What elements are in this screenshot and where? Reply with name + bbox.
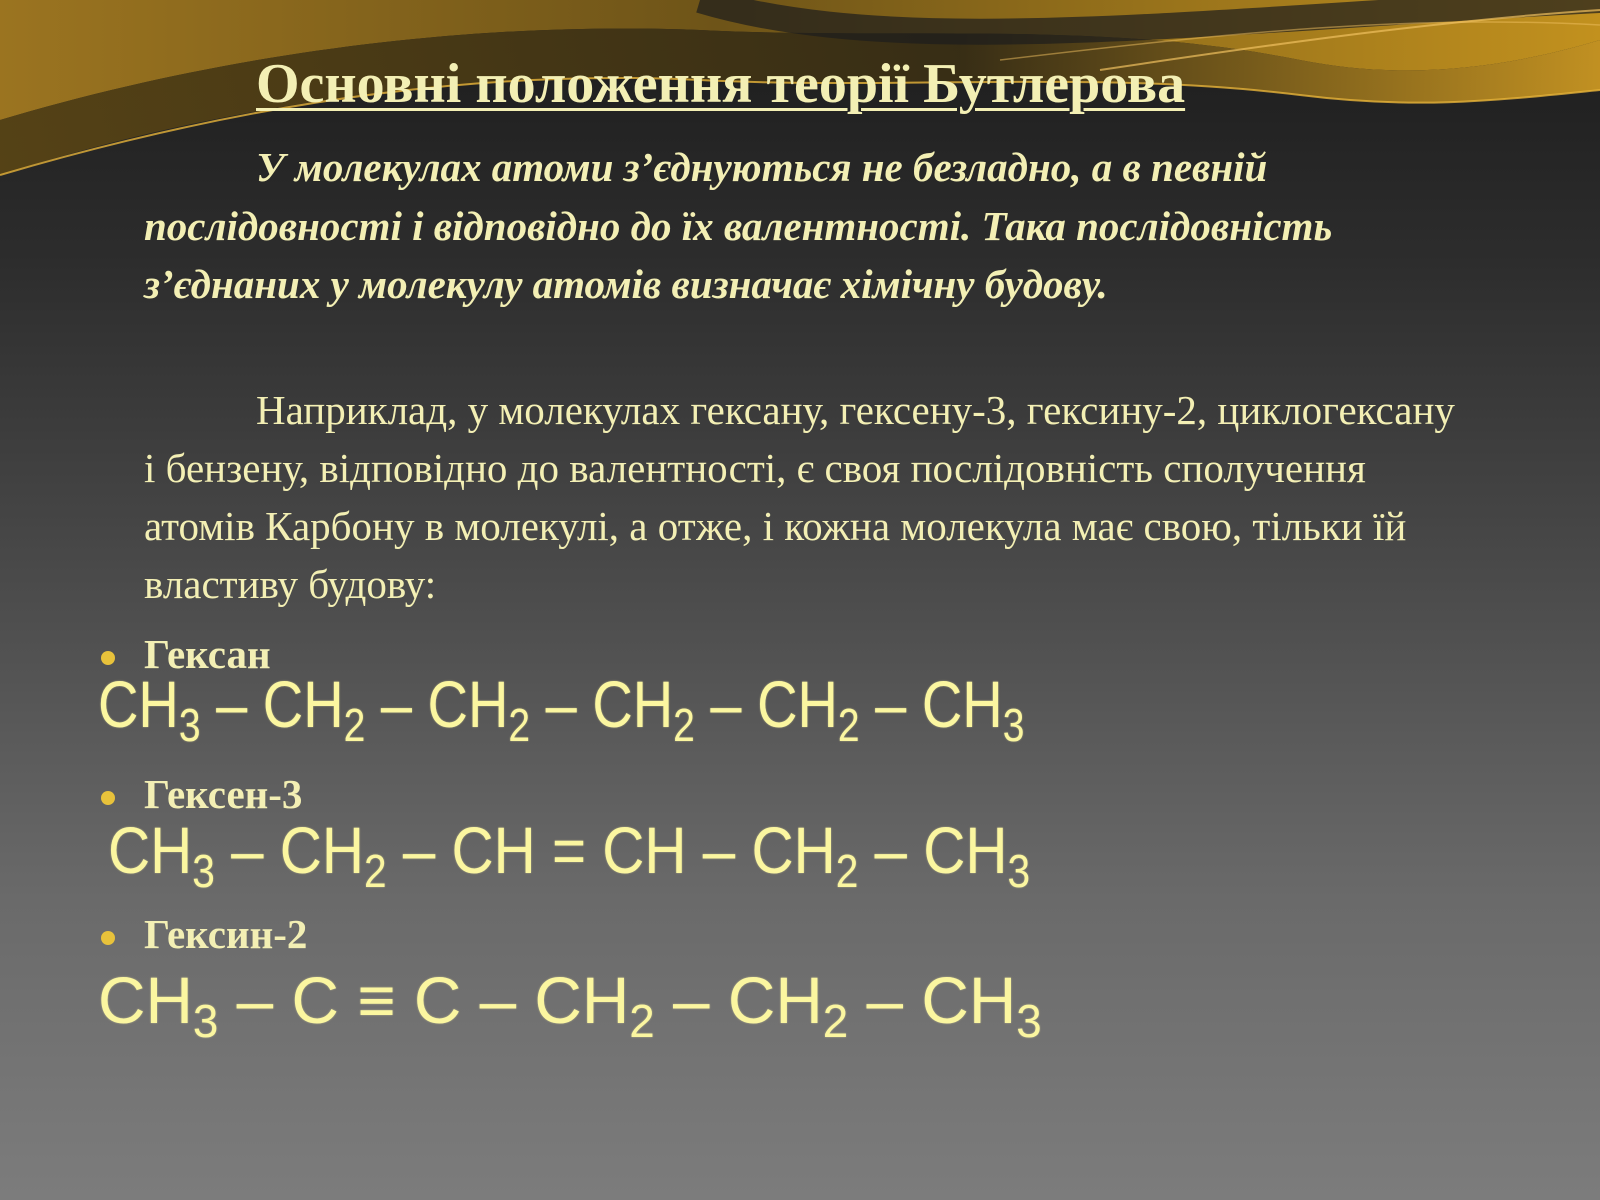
formula-bond: – xyxy=(386,813,452,887)
formula-group xyxy=(452,813,536,887)
formula-group xyxy=(98,963,219,1047)
formula-bond: – xyxy=(200,667,263,741)
formula-bond: – xyxy=(218,963,292,1037)
formula-group xyxy=(98,667,201,751)
formula-group xyxy=(921,667,1025,751)
formula-atoms: CH xyxy=(98,667,179,741)
formula-group xyxy=(414,963,461,1037)
formula-hexyne-2 xyxy=(98,962,1042,1047)
formula-atoms: C xyxy=(291,963,339,1037)
formula-bond: – xyxy=(848,963,922,1037)
formula-atoms: CH xyxy=(757,667,838,741)
formula-group xyxy=(751,813,859,897)
formula-subscript: 2 xyxy=(343,699,366,751)
formula-atoms: CH xyxy=(921,963,1017,1037)
formula-atoms: CH xyxy=(727,963,823,1037)
formula-subscript: 3 xyxy=(1002,699,1025,751)
formula-hexane xyxy=(98,666,1025,751)
bullet-icon xyxy=(101,931,115,945)
formula-group xyxy=(279,813,387,897)
formula-bond: – xyxy=(686,813,752,887)
formula-subscript: 3 xyxy=(192,845,215,897)
formula-atoms: CH xyxy=(108,813,193,887)
formula-atoms: CH xyxy=(592,667,674,741)
formula-bond: – xyxy=(859,667,922,741)
formula-atoms: CH xyxy=(98,963,193,1037)
formula-atoms: C xyxy=(413,963,462,1037)
formula-atoms: CH xyxy=(534,963,630,1037)
formula-group xyxy=(262,667,366,751)
bullet-icon xyxy=(101,651,115,665)
formula-group xyxy=(108,813,215,897)
compound-name-hexane: Гексан xyxy=(144,631,271,677)
formula-subscript: 2 xyxy=(364,845,387,897)
formula-atoms: CH xyxy=(262,667,344,741)
formula-subscript: 3 xyxy=(1016,995,1042,1047)
formula-subscript: 3 xyxy=(1007,845,1031,897)
compound-name-hexyne-2: Гексин-2 xyxy=(144,911,308,957)
formula-atoms: CH xyxy=(751,813,836,887)
theory-statement: У молекулах атоми з’єднуються не безладно, а в певній послідовності і відповідно до їх валентності. Така послідовність з’єднаних у молекулу атомів визначає хімічну будову. xyxy=(144,144,1333,307)
example-paragraph: Наприклад, у молекулах гексану, гексену-3, гексину-2, циклогексану і бензену, відповідно до валентності, є своя послідовність сполучення атомів Карбону в молекулі, а отже, і кожна молекула має свою, тільки їй властиву будову: xyxy=(144,387,1455,607)
formula-bond: ≡ xyxy=(338,963,414,1037)
formula-group xyxy=(291,963,338,1037)
formula-subscript: 2 xyxy=(508,699,531,751)
formula-bond: – xyxy=(694,667,758,741)
formula-bond: – xyxy=(214,813,280,887)
formula-subscript: 2 xyxy=(837,699,860,751)
formula-subscript: 2 xyxy=(629,995,655,1047)
formula-group xyxy=(592,667,695,751)
formula-atoms: CH xyxy=(602,813,687,887)
formula-group xyxy=(757,667,860,751)
formula-bond: – xyxy=(858,813,924,887)
formula-group xyxy=(923,813,1031,897)
formula-bond: – xyxy=(530,667,593,741)
formula-bond: – xyxy=(654,963,728,1037)
formula-subscript: 2 xyxy=(673,699,695,751)
formula-subscript: 3 xyxy=(178,699,201,751)
formula-atoms: CH xyxy=(923,813,1008,887)
slide-title: Основні положення теорії Бутлерова xyxy=(256,53,1186,115)
formula-atoms: CH xyxy=(451,813,536,887)
compound-name-hexene-3: Гексен-3 xyxy=(144,771,303,817)
formula-bond: = xyxy=(535,813,603,887)
bullet-icon xyxy=(101,791,115,805)
formula-subscript: 2 xyxy=(835,845,859,897)
formula-group xyxy=(921,963,1042,1047)
formula-group xyxy=(727,963,849,1047)
formula-group xyxy=(427,667,531,751)
formula-subscript: 3 xyxy=(192,995,219,1047)
formula-group xyxy=(534,963,655,1047)
formula-hexene-3 xyxy=(108,812,1031,897)
formula-atoms: CH xyxy=(921,667,1003,741)
formula-bond: – xyxy=(365,667,428,741)
formula-atoms: CH xyxy=(279,813,365,887)
formula-group xyxy=(602,813,686,887)
formula-subscript: 2 xyxy=(822,995,849,1047)
formula-bond: – xyxy=(461,963,535,1037)
formula-atoms: CH xyxy=(427,667,509,741)
